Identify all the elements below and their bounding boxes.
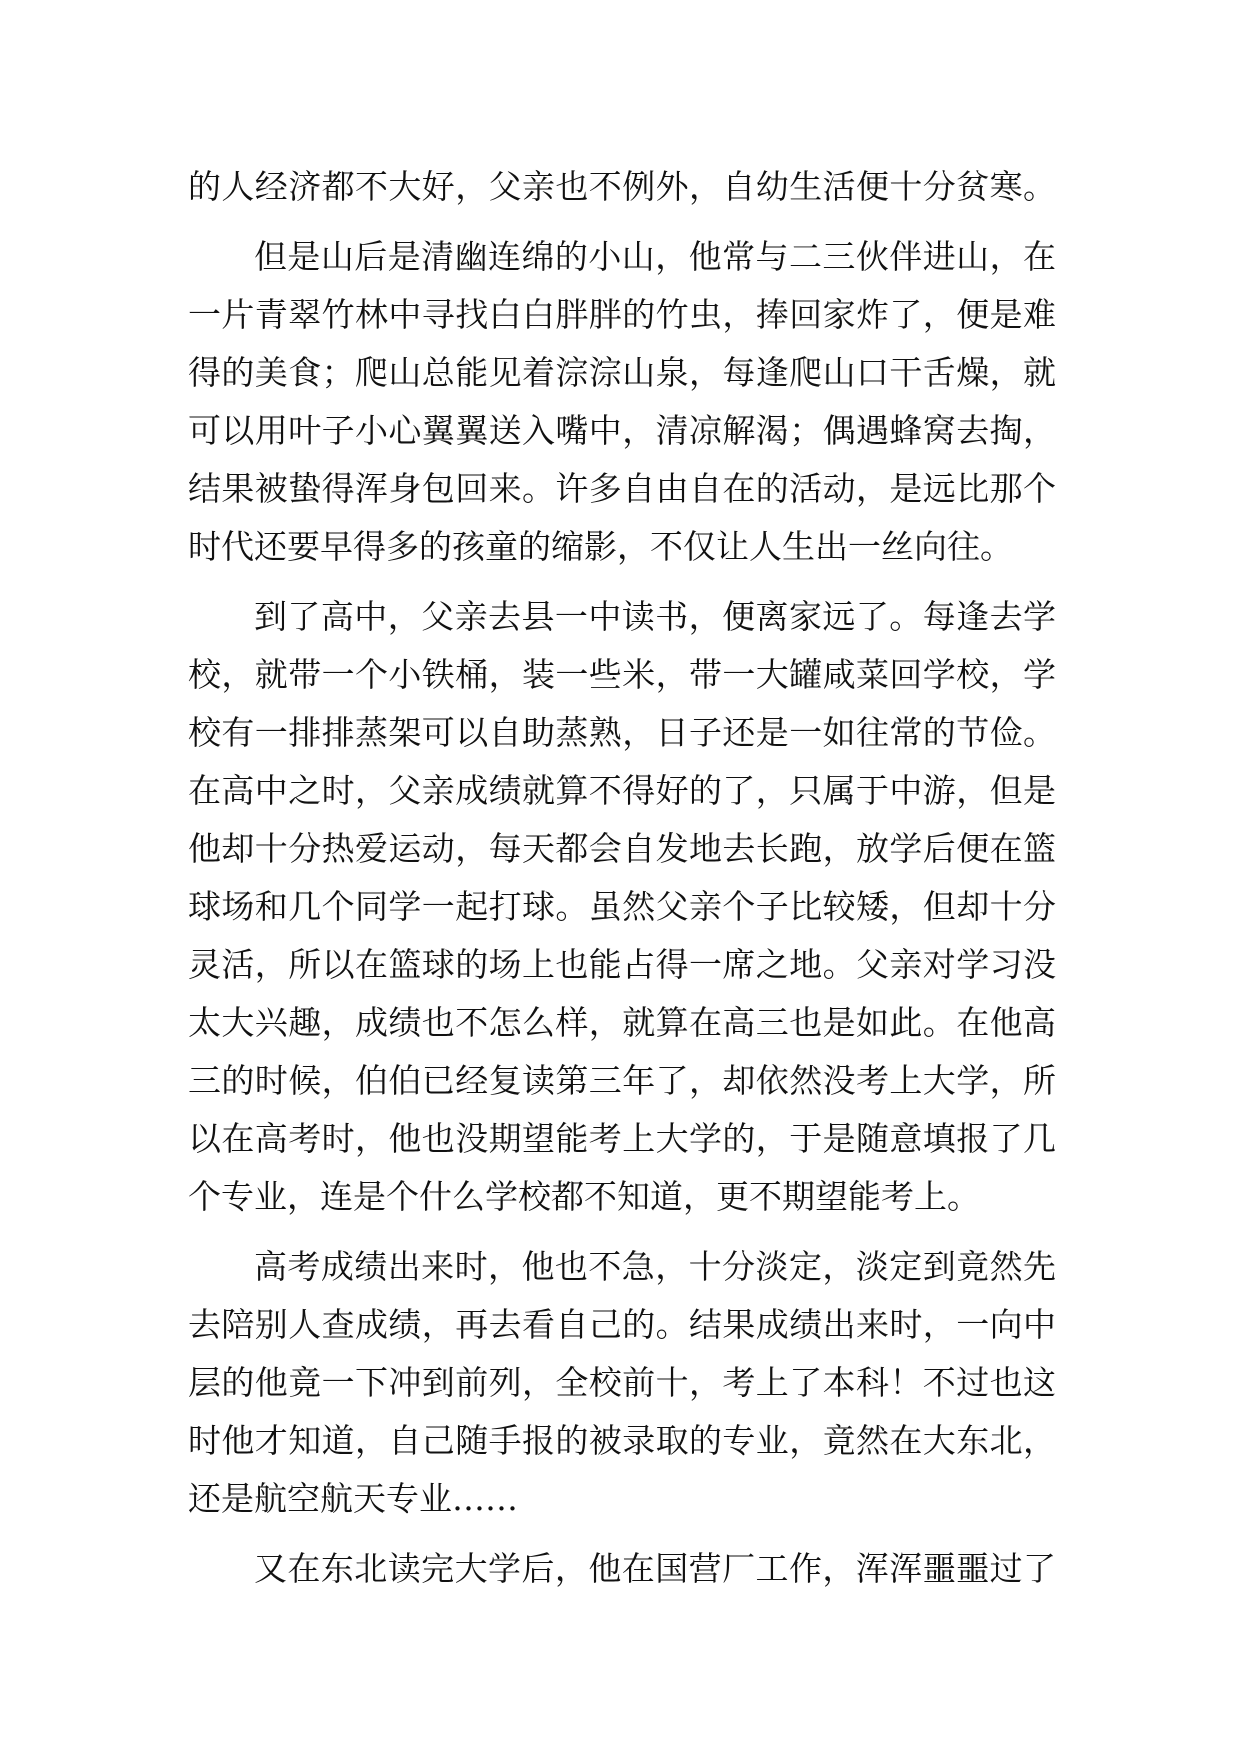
paragraph [188,588,1056,1226]
text-line: 还是航空航天专业…… [188,1479,518,1518]
text-line: 校有一排排蒸架可以自助蒸熟，日子还是一如往常的节俭。 [188,713,1056,752]
text-line: 三的时候，伯伯已经复读第三年了，却依然没考上大学，所 [188,1061,1056,1100]
text-line: 他却十分热爱运动，每天都会自发地去长跑，放学后便在篮 [188,829,1056,868]
text-line: 可以用叶子小心翼翼送入嘴中，清凉解渴；偶遇蜂窝去掏， [188,411,1056,450]
text-line: 的人经济都不大好，父亲也不例外，自幼生活便十分贫寒。 [188,167,1056,206]
text-line: 校，就带一个小铁桶，装一些米，带一大罐咸菜回学校，学 [188,655,1056,694]
body-text [188,158,1056,1598]
text-line: 得的美食；爬山总能见着淙淙山泉，每逢爬山口干舌燥，就 [188,353,1056,392]
text-line: 一片青翠竹林中寻找白白胖胖的竹虫，捧回家炸了，便是难 [188,295,1056,334]
text-line: 球场和几个同学一起打球。虽然父亲个子比较矮，但却十分 [188,887,1056,926]
text-line: 又在东北读完大学后，他在国营厂工作，浑浑噩噩过了 [254,1549,1056,1588]
text-line: 层的他竟一下冲到前列，全校前十，考上了本科！不过也这 [188,1363,1056,1402]
text-line: 但是山后是清幽连绵的小山，他常与二三伙伴进山，在 [254,237,1056,276]
text-line: 以在高考时，他也没期望能考上大学的，于是随意填报了几 [188,1119,1056,1158]
text-line: 时他才知道，自己随手报的被录取的专业，竟然在大东北， [188,1421,1056,1460]
text-line: 灵活，所以在篮球的场上也能占得一席之地。父亲对学习没 [188,945,1056,984]
paragraph [188,158,1056,216]
text-line: 去陪别人查成绩，再去看自己的。结果成绩出来时，一向中 [188,1305,1056,1344]
text-line: 到了高中，父亲去县一中读书，便离家远了。每逢去学 [254,597,1056,636]
text-line: 太大兴趣，成绩也不怎么样，就算在高三也是如此。在他高 [188,1003,1056,1042]
paragraph [188,228,1056,576]
paragraph [188,1540,1056,1598]
text-line: 结果被蛰得浑身包回来。许多自由自在的活动，是远比那个 [188,469,1056,508]
text-line: 时代还要早得多的孩童的缩影，不仅让人生出一丝向往。 [188,527,1013,566]
text-line: 在高中之时，父亲成绩就算不得好的了，只属于中游，但是 [188,771,1056,810]
text-line: 个专业，连是个什么学校都不知道，更不期望能考上。 [188,1177,980,1216]
paragraph [188,1238,1056,1528]
text-line: 高考成绩出来时，他也不急，十分淡定，淡定到竟然先 [254,1247,1056,1286]
